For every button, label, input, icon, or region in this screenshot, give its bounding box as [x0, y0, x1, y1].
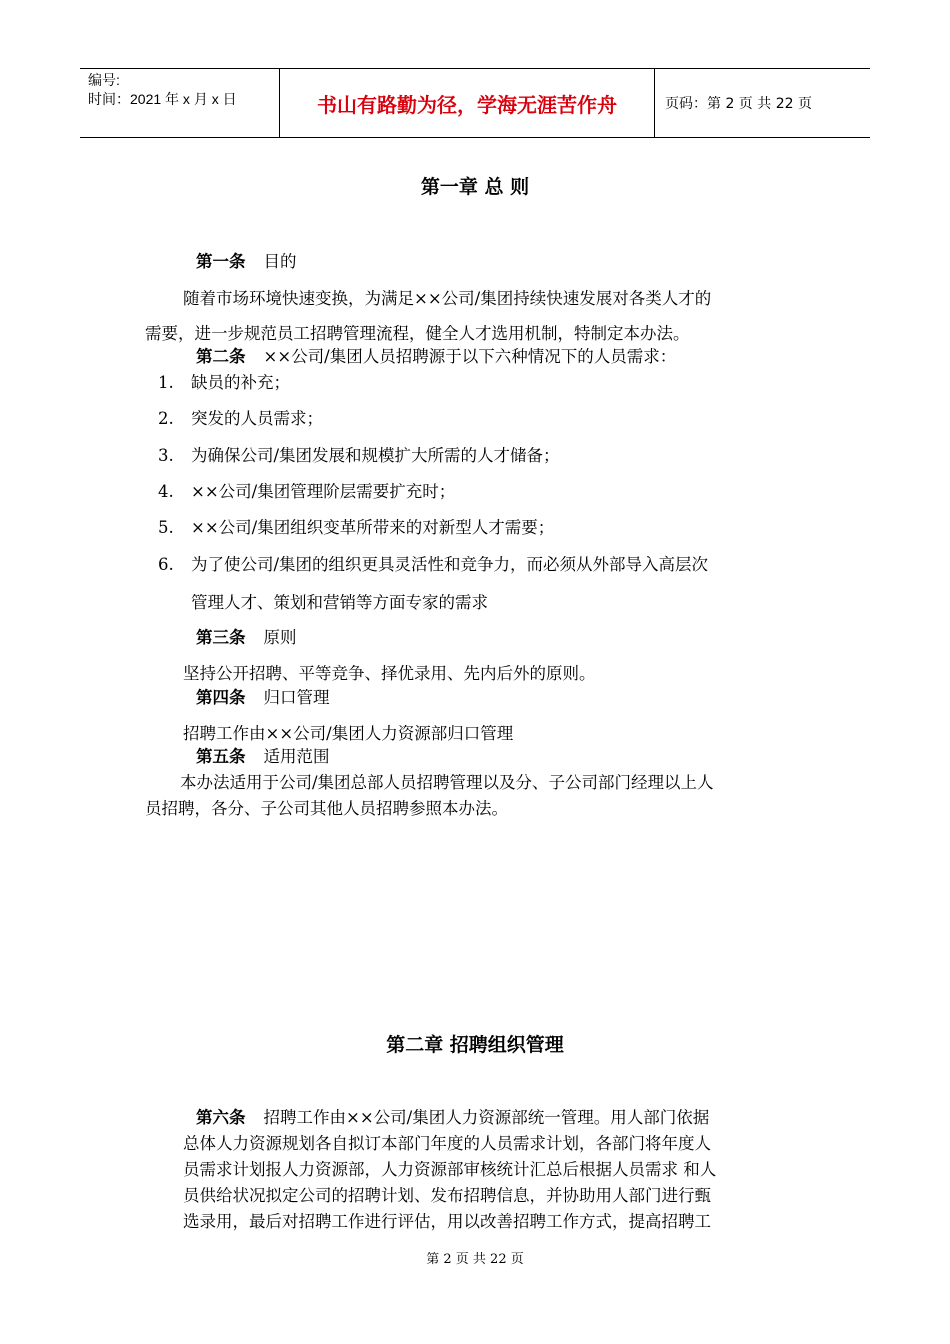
list-item — [158, 442, 560, 466]
article-title: 目的 — [263, 252, 297, 271]
article-label: 第四条 — [196, 688, 246, 707]
page-footer: 第 2 页 共 22 页 — [426, 1252, 524, 1267]
list-number: 5. — [158, 518, 174, 537]
list-number: 2. — [158, 409, 174, 428]
article-text: ××公司/集团人员招聘源于以下六种情况下的人员需求： — [263, 347, 677, 366]
chapter-2-title: 第二章 招聘组织管理 — [386, 1034, 564, 1056]
list-number: 3. — [158, 446, 174, 465]
list-text: 为了使公司/集团的组织更具灵活性和竞争力，而必须从外部导入高层次 — [191, 555, 709, 574]
article-6-heading — [196, 1104, 709, 1128]
article-label: 第五条 — [196, 747, 246, 766]
paragraph-line: 招聘工作由××公司/集团人力资源部归口管理 — [183, 724, 514, 743]
article-label: 第一条 — [196, 252, 246, 271]
article-title: 原则 — [263, 628, 297, 647]
paragraph-line: 需要，进一步规范员工招聘管理流程，健全人才选用机制，特制定本办法。 — [145, 324, 690, 343]
number-label: 编号: — [88, 72, 120, 88]
paragraph-line: 坚持公开招聘、平等竞争、择优录用、先内后外的原则。 — [183, 664, 596, 683]
list-item — [158, 478, 455, 502]
article-2-heading — [196, 343, 676, 367]
article-label: 第二条 — [196, 347, 246, 366]
paragraph-line: 员需求计划报人力资源部，人力资源部审核统计汇总后根据人员需求 和人 — [183, 1160, 717, 1179]
paragraph-line: 员供给状况拟定公司的招聘计划、发布招聘信息，并协助用人部门进行甄 — [183, 1186, 711, 1205]
list-item — [158, 369, 290, 393]
list-text: 突发的人员需求； — [191, 409, 323, 428]
list-item — [158, 514, 554, 538]
list-text: 为确保公司/集团发展和规模扩大所需的人才储备； — [191, 446, 560, 465]
page-header — [80, 68, 870, 138]
chapter-1-title: 第一章 总 则 — [420, 176, 530, 198]
article-5-heading — [196, 743, 330, 767]
article-3-heading — [196, 624, 297, 648]
list-item-continuation: 管理人才、策划和营销等方面专家的需求 — [191, 593, 488, 612]
list-text: 缺员的补充； — [191, 373, 290, 392]
header-meta — [80, 69, 280, 137]
article-text: 招聘工作由××公司/集团人力资源部统一管理。用人部门依据 — [263, 1108, 710, 1127]
header-page-info: 页码：第 2 页 共 22 页 — [665, 96, 812, 112]
list-item — [158, 405, 323, 429]
article-1-heading — [196, 248, 297, 272]
list-number: 4. — [158, 482, 174, 501]
list-text: ××公司/集团组织变革所带来的对新型人才需要； — [191, 518, 555, 537]
list-text: ××公司/集团管理阶层需要扩充时； — [191, 482, 456, 501]
paragraph-line: 本办法适用于公司/集团总部人员招聘管理以及分、子公司部门经理以上人 — [180, 773, 714, 792]
paragraph-line: 选录用，最后对招聘工作进行评估，用以改善招聘工作方式，提高招聘工 — [183, 1212, 711, 1231]
article-label: 第六条 — [196, 1108, 246, 1127]
list-number: 1. — [158, 373, 174, 392]
paragraph-line: 员招聘，各分、子公司其他人员招聘参照本办法。 — [145, 799, 508, 818]
paragraph-line: 随着市场环境快速变换，为满足××公司/集团持续快速发展对各类人才的 — [183, 289, 712, 308]
article-4-heading — [196, 684, 330, 708]
article-label: 第三条 — [196, 628, 246, 647]
paragraph-line: 总体人力资源规划各自拟订本部门年度的人员需求计划，各部门将年度人 — [183, 1134, 711, 1153]
header-motto: 书山有路勤为径，学海无涯苦作舟 — [280, 69, 655, 137]
list-item — [158, 551, 708, 575]
article-title: 适用范围 — [263, 747, 330, 766]
list-number: 6. — [158, 555, 174, 574]
article-title: 归口管理 — [263, 688, 330, 707]
time-label: 时间：2021 年 x 月 x 日 — [88, 91, 237, 107]
